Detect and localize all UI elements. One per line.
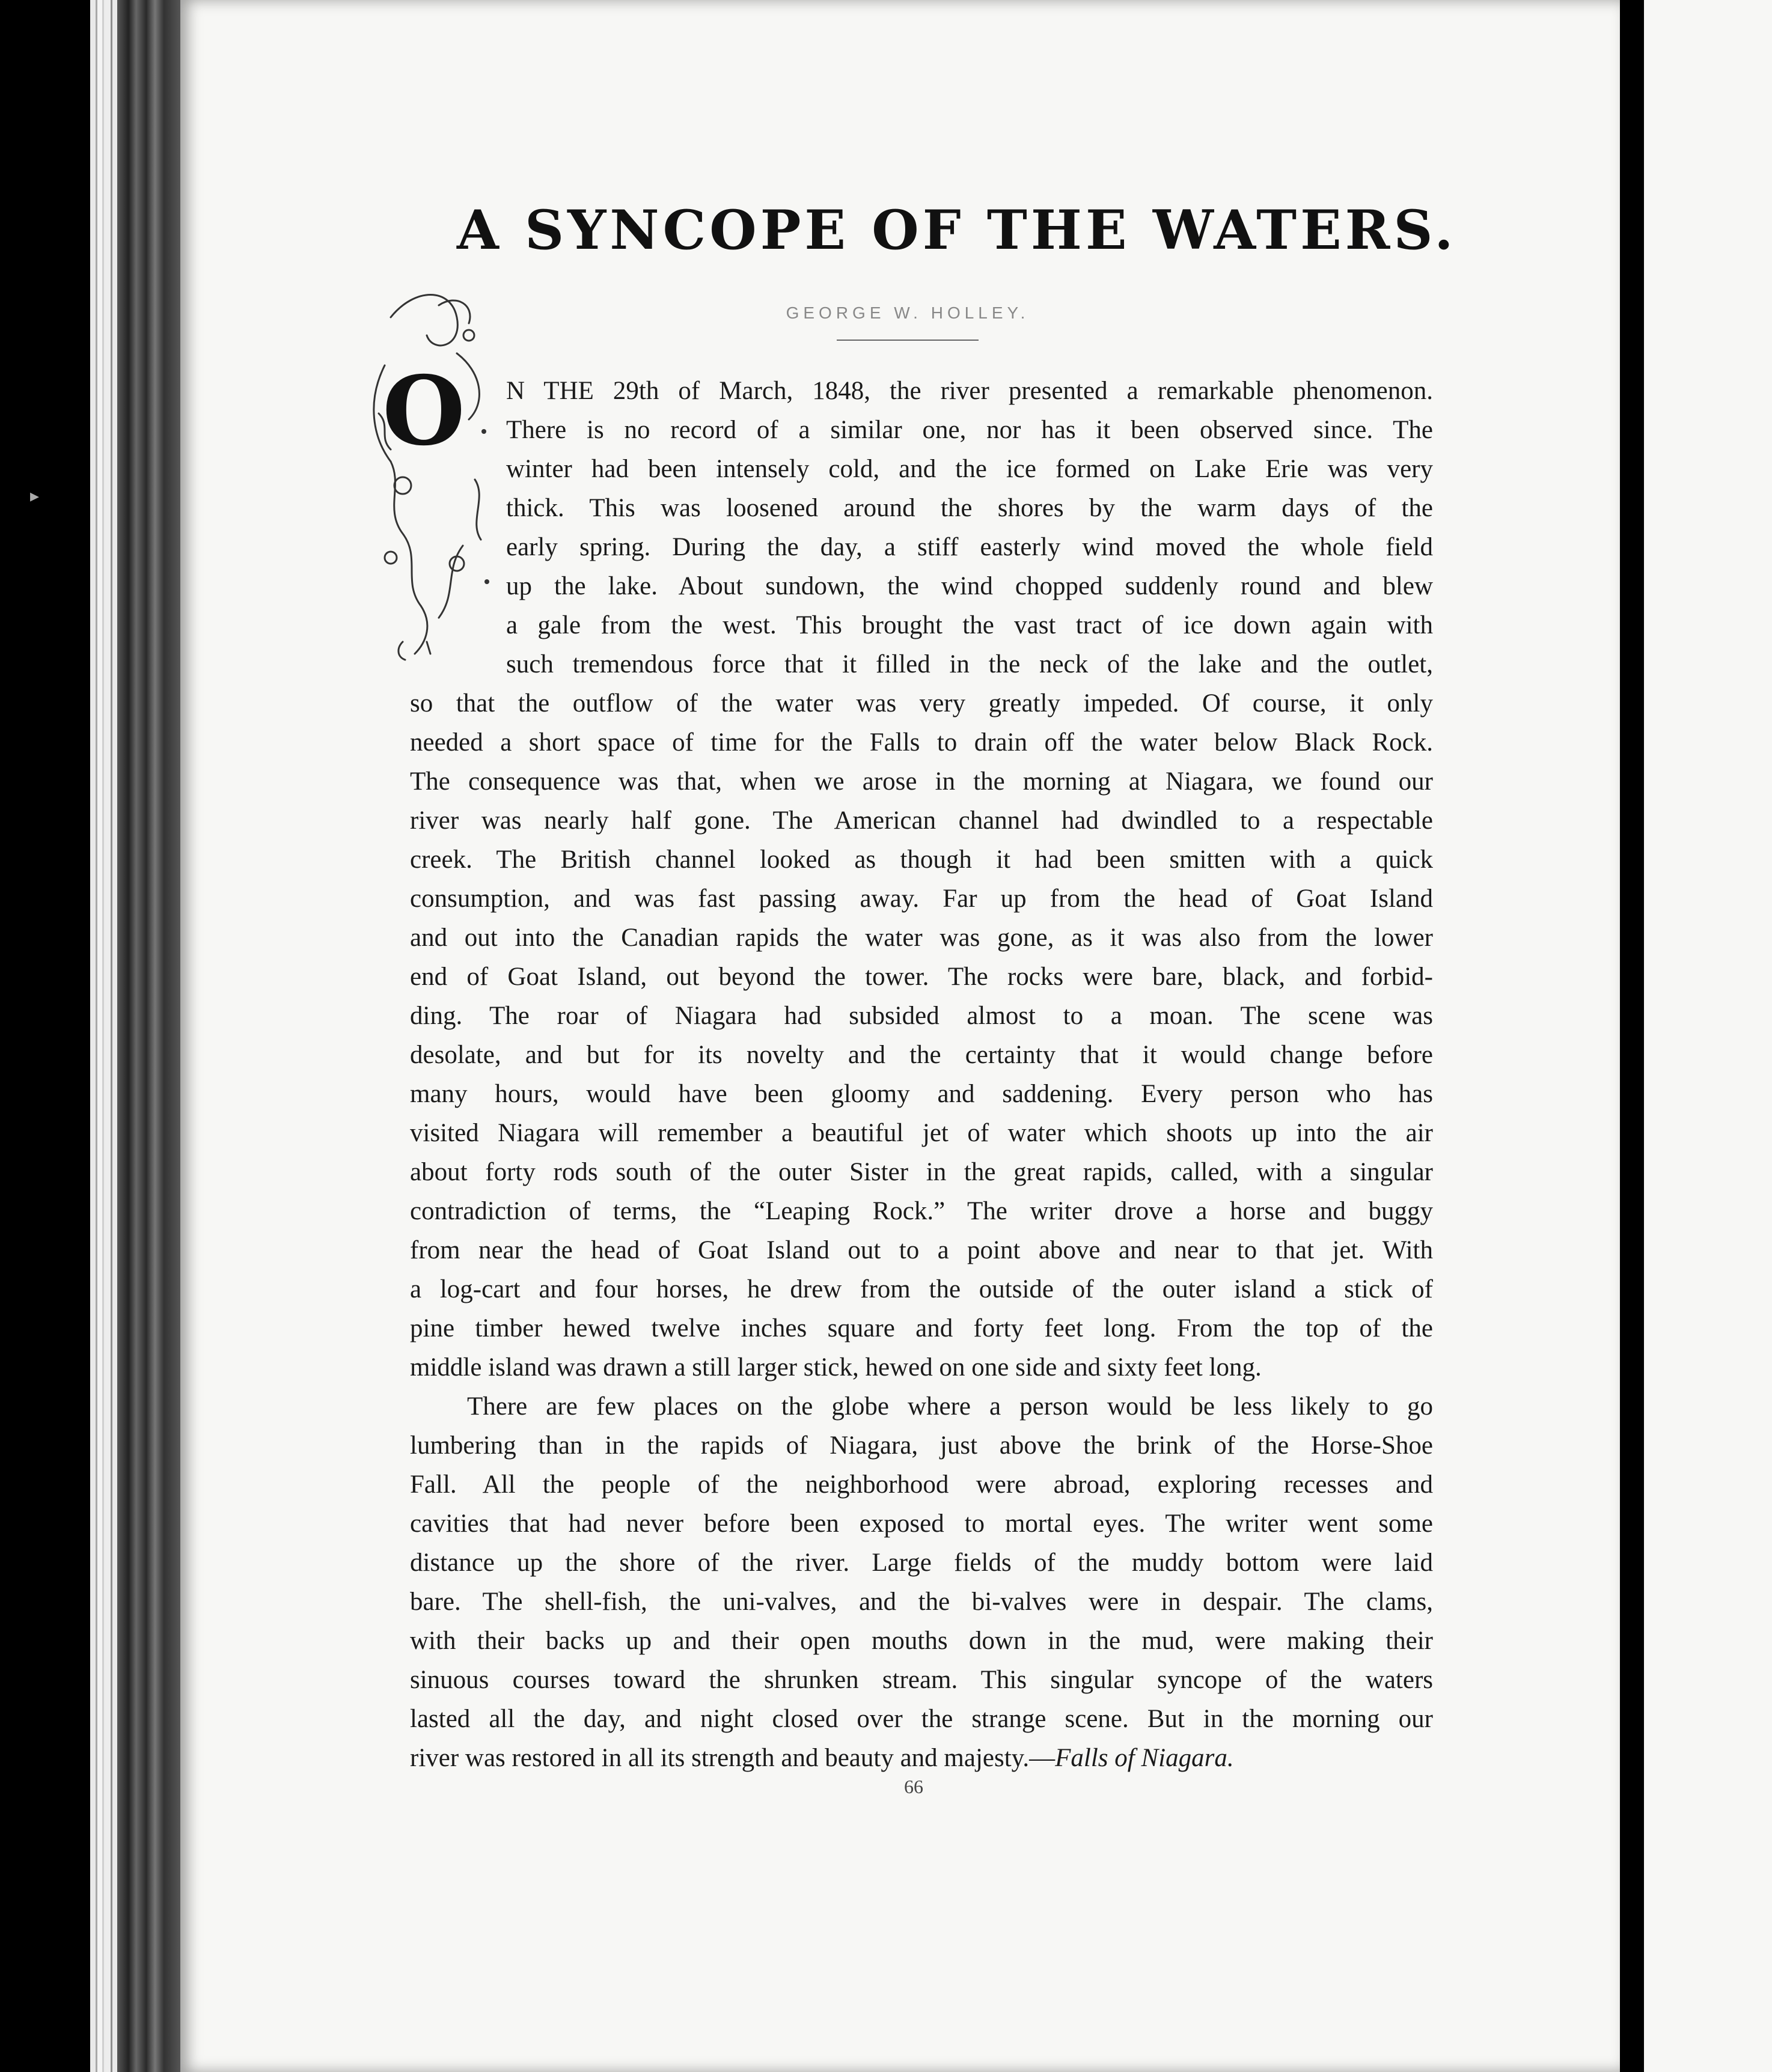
text-line: early spring. During the day, a stiff easterly wind moved the whole field [506,533,1433,561]
text-line: contradiction of terms, the “Leaping Rock.” The writer drove a horse and buggy [410,1197,1433,1225]
text-line: There is no record of a similar one, nor has it been observed since. The [506,416,1433,444]
text-line: up the lake. About sundown, the wind chopped suddenly round and blew [506,572,1433,600]
text-line: consumption, and was fast passing away. Far up from the head of Goat Island [410,885,1433,913]
text-line: The consequence was that, when we arose in the morning at Niagara, we found our [410,767,1433,796]
text-line: pine timber hewed twelve inches square and forty feet long. From the top of the [410,1314,1433,1342]
text-line: lasted all the day, and night closed over the strange scene. But in the morning our [410,1705,1433,1733]
drop-cap-letter: O [382,356,465,467]
text-line: from near the head of Goat Island out to a point above and near to that jet. With [410,1236,1433,1264]
source-citation: Falls of Niagara. [1055,1744,1234,1772]
text-line: end of Goat Island, out beyond the tower. The rocks were bare, black, and forbid- [410,963,1433,991]
text-line: many hours, would have been gloomy and saddening. Every person who has [410,1080,1433,1108]
text-line: so that the outflow of the water was very greatly impeded. Of course, it only [410,689,1433,718]
article-author: GEORGE W. HOLLEY. [786,303,1030,322]
text-line: river was nearly half gone. The American channel had dwindled to a respectable [410,806,1433,835]
text-line: middle island was drawn a still larger stick, hewed on one side and sixty feet long. [410,1353,1262,1382]
page-number: 66 [904,1776,923,1797]
text-line: distance up the shore of the river. Large fields of the muddy bottom were laid [410,1549,1433,1577]
author-underline [837,340,979,341]
final-line-text: river was restored in all its strength and beauty and majesty.— [410,1744,1056,1772]
text-line: ding. The roar of Niagara had subsided almost to a moan. The scene was [410,1002,1433,1030]
text-line: and out into the Canadian rapids the water was gone, as it was also from the lower [410,924,1433,952]
text-line: There are few places on the globe where a person would be less likely to go [467,1392,1433,1421]
text-line: needed a short space of time for the Falls to drain off the water below Black Rock. [410,728,1433,757]
text-line: with their backs up and their open mouths down in the mud, were making their [410,1627,1433,1655]
text-line: winter had been intensely cold, and the ice formed on Lake Erie was very [506,455,1433,483]
article-title: A SYNCOPE OF THE WATERS. [457,198,1457,262]
edge-mark-icon: ▸ [30,486,40,506]
text-line: such tremendous force that it filled in the neck of the lake and the outlet, [506,650,1433,678]
text-line: cavities that had never before been exposed to mortal eyes. The writer went some [410,1510,1433,1538]
text-line: creek. The British channel looked as though it had been smitten with a quick [410,846,1433,874]
text-line: Fall. All the people of the neighborhood were abroad, exploring recesses and [410,1470,1433,1499]
text-line: sinuous courses toward the shrunken stream. This singular syncope of the waters [410,1666,1433,1694]
text-line: about forty rods south of the outer Sister in the great rapids, called, with a singular [410,1158,1433,1186]
text-line-final [410,1738,1433,1778]
text-line: thick. This was loosened around the shores by the warm days of the [506,494,1433,522]
text-line: bare. The shell-fish, the uni-valves, and the bi-valves were in despair. The clams, [410,1588,1433,1616]
text-line: a gale from the west. This brought the vast tract of ice down again with [506,611,1433,639]
article-body [410,371,1433,1778]
text-line: visited Niagara will remember a beautiful jet of water which shoots up into the air [410,1119,1433,1147]
book-spine [117,0,180,2072]
text-line: N THE 29th of March, 1848, the river presented a remarkable phenomenon. [506,377,1433,405]
text-line: lumbering than in the rapids of Niagara, just above the brink of the Horse-Shoe [410,1431,1433,1460]
facing-page-edge [1644,0,1772,2072]
text-line: a log-cart and four horses, he drew from the outside of the outer island a stick of [410,1275,1433,1303]
text-line: desolate, and but for its novelty and the certainty that it would change before [410,1041,1433,1069]
